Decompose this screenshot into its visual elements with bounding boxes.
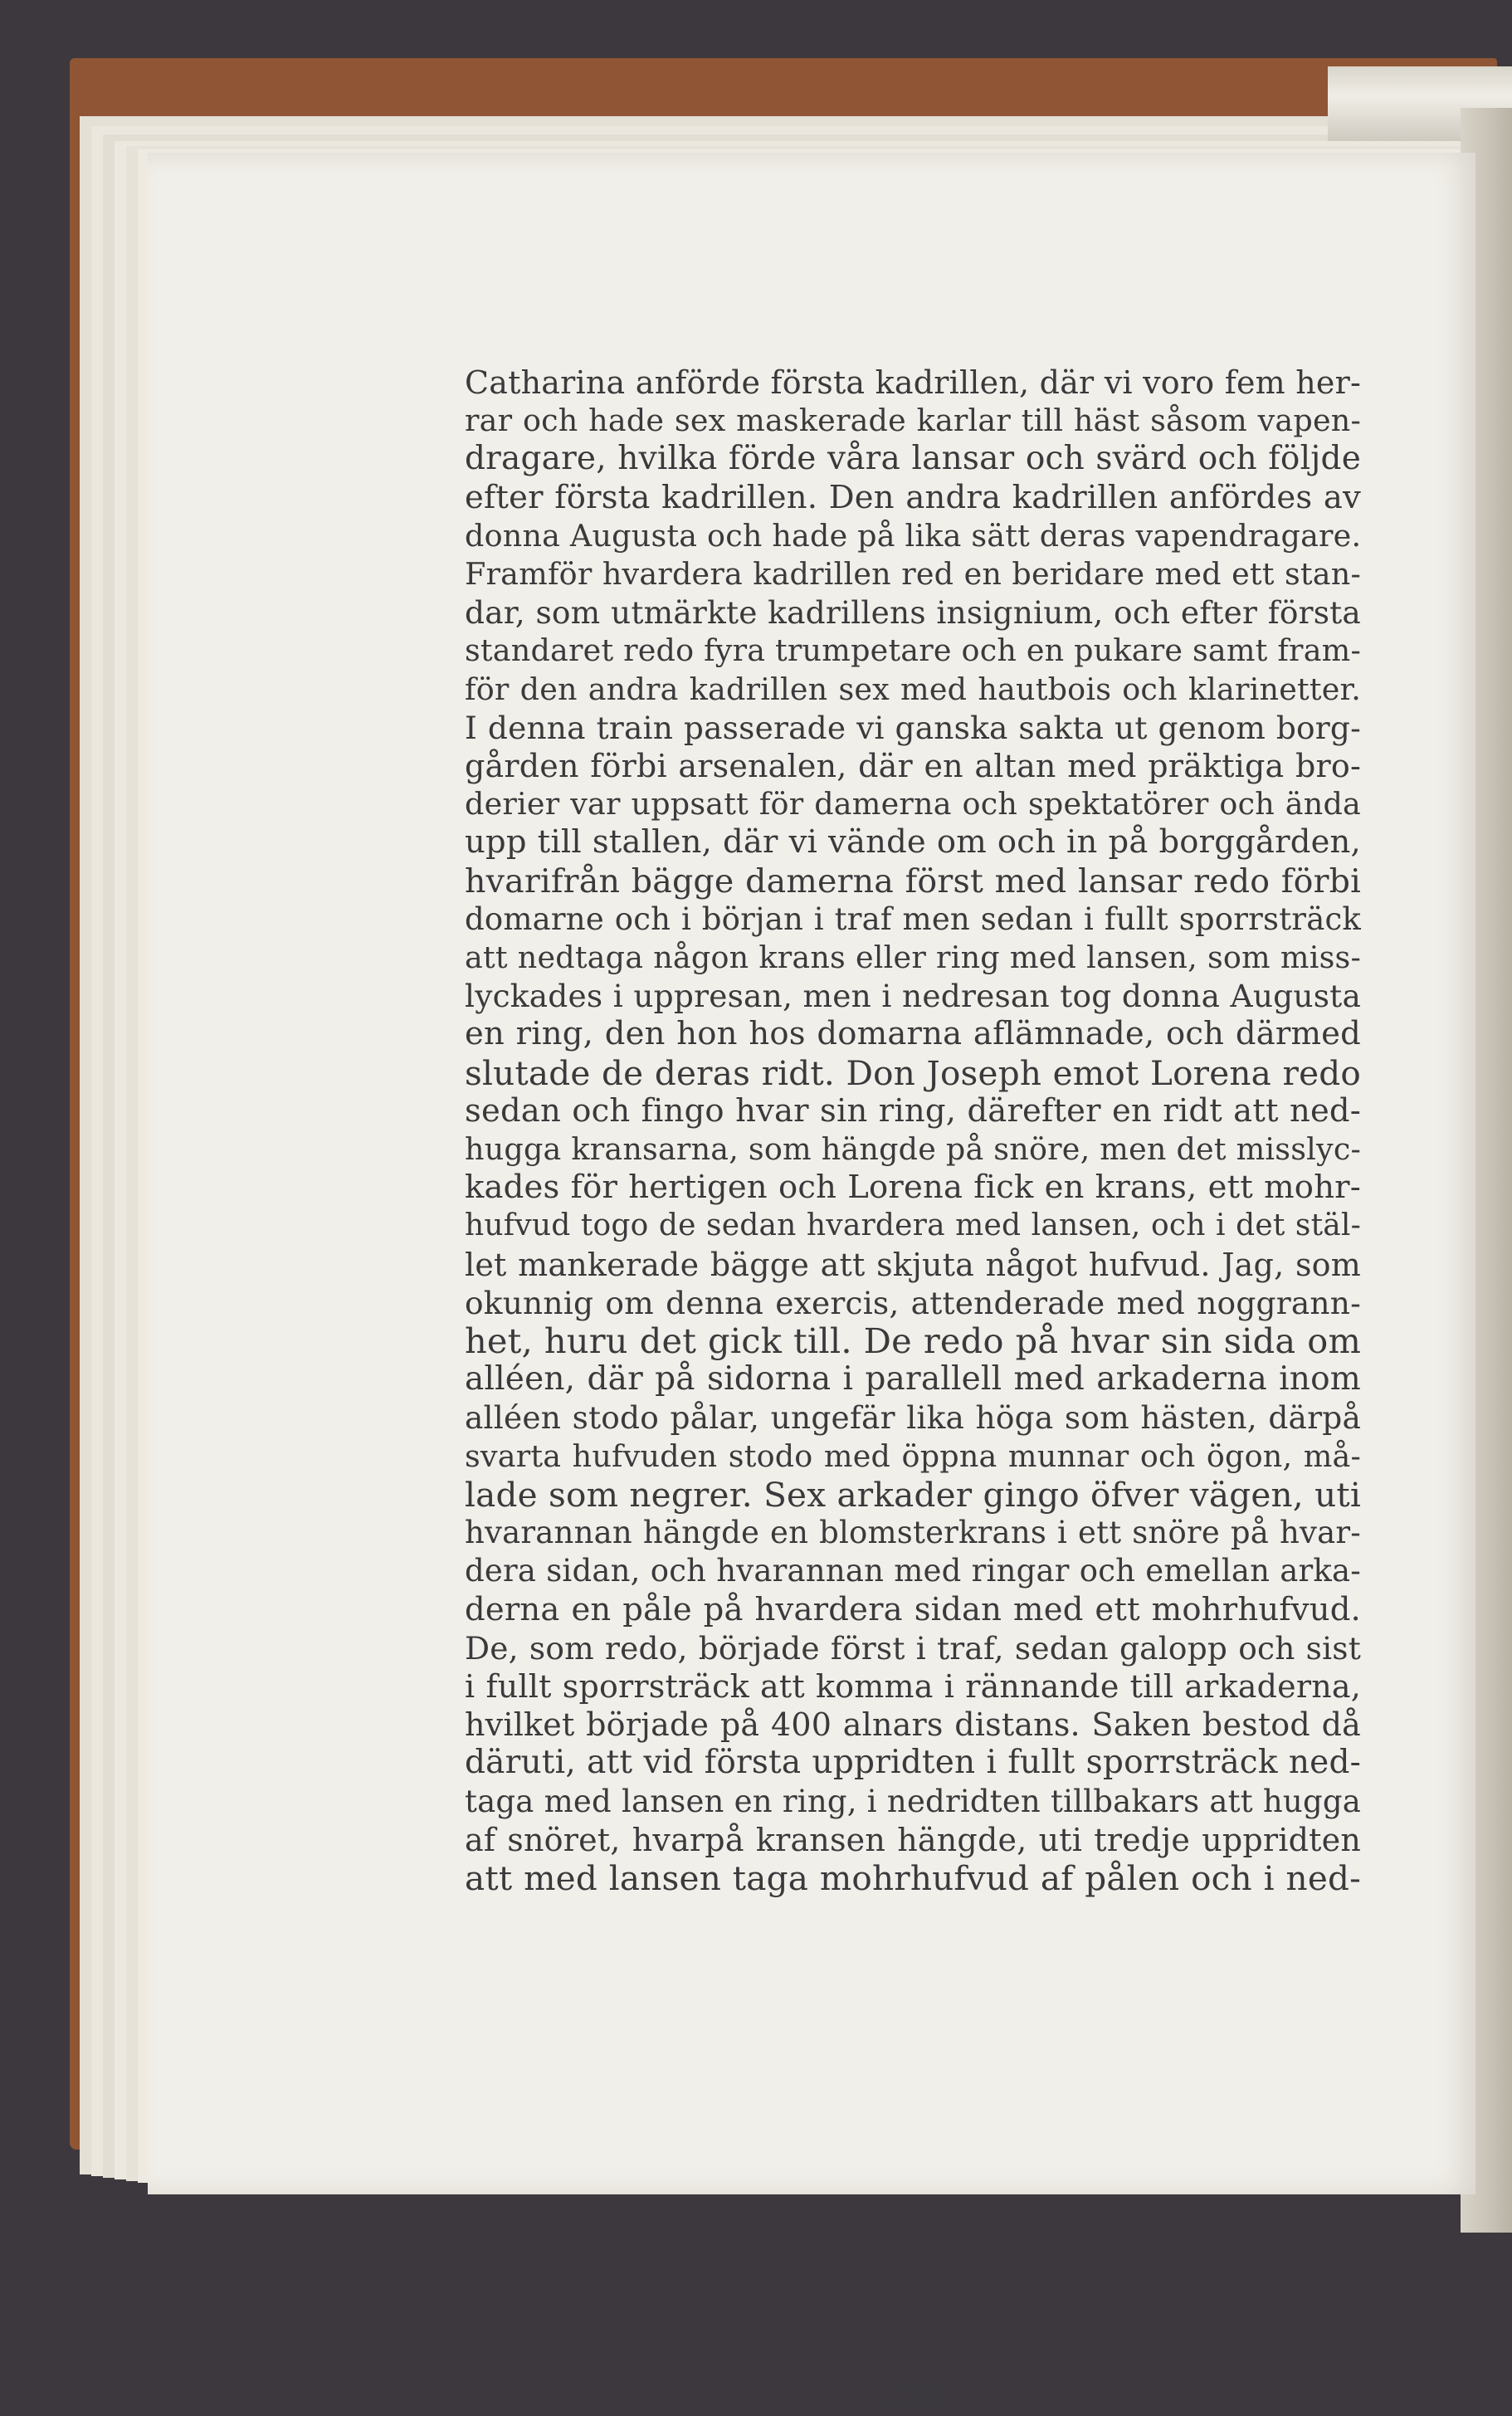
text-line: att nedtaga någon krans eller ring med lansen, som miss- [465,940,1361,976]
body-text [465,364,1361,1897]
text-line: lade som negrer. Sex arkader gingo öfver vägen, uti [465,1474,1361,1515]
text-line: upp till stallen, där vi vände om och in på borggården, [465,823,1361,861]
text-line: Framför hvardera kadrillen red en beridare med ett stan- [465,556,1361,593]
text-line: hufvud togo de sedan hvardera med lansen, och i det stäl- [465,1208,1361,1243]
text-line: hvarannan hängde en blomsterkrans i ett snöre på hvar- [465,1515,1361,1551]
text-line: donna Augusta och hade på lika sätt deras vapendragare. [465,517,1362,554]
text-line: slutade de deras ridt. Don Joseph emot Lorena redo [465,1052,1361,1093]
text-line: taga med lansen en ring, i nedridten tillbakars att hugga [465,1783,1361,1819]
text-line: okunnig om denna exercis, attenderade med noggrann- [465,1284,1361,1321]
text-line: hugga kransarna, som hängde på snöre, men det misslyc- [465,1131,1361,1168]
text-line: kades för hertigen och Lorena fick en krans, ett mohr- [465,1169,1361,1207]
text-line: derna en påle på hvardera sidan med ett mohrhufvud. [465,1590,1361,1628]
page-number: 230 [880,2378,945,2416]
text-line: derier var uppsatt för damerna och spektatörer och ända [465,786,1361,822]
text-line: let mankerade bägge att skjuta något hufvud. Jag, som [465,1246,1361,1283]
text-line: af snöret, hvarpå kransen hängde, uti tredje uppridten [465,1821,1361,1858]
text-line: domarne och i början i traf men sedan i fullt sporrsträck [465,901,1361,937]
text-line: för den andra kadrillen sex med hautbois och klarinetter. [465,671,1361,707]
text-line: alléen, där på sidorna i parallell med arkaderna inom [465,1360,1361,1398]
text-line: dragare, hvilka förde våra lansar och svärd och följde [465,440,1361,478]
text-line: hvilket började på 400 alnars distans. Saken bestod då [465,1706,1361,1744]
text-line: gården förbi arsenalen, där en altan med präktiga bro- [465,748,1361,785]
text-line: dar, som utmärkte kadrillens insignium, och efter första [465,594,1361,632]
text-line: hvarifrån bägge damerna först med lansar redo förbi [465,861,1361,901]
text-line: sedan och fingo hvar sin ring, därefter en ridt att ned- [465,1091,1361,1130]
text-line: att med lansen taga mohrhufvud af pålen och i ned- [465,1857,1361,1898]
text-line: rar och hade sex maskerade karlar till häst såsom vapen- [465,403,1361,439]
text-line: lyckades i uppresan, men i nedresan tog donna Augusta [465,978,1361,1015]
text-line: däruti, att vid första uppridten i fullt sporrsträck ned- [465,1744,1361,1782]
text-line: dera sidan, och hvarannan med ringar och emellan arka- [465,1553,1361,1589]
text-line: alléen stodo pålar, ungefär lika höga som hästen, därpå [465,1399,1361,1437]
text-line: het, huru det gick till. De redo på hvar sin sida om [465,1320,1361,1362]
text-line: en ring, den hon hos domarna aflämnade, och därmed [465,1015,1361,1053]
text-line: svarta hufvuden stodo med öppna munnar och ögon, må- [465,1437,1361,1474]
text-line: De, som redo, började först i traf, sedan galopp och sist [465,1629,1361,1667]
text-line: efter första kadrillen. Den andra kadrillen anfördes av [465,478,1361,516]
text-line: Catharina anförde första kadrillen, där vi voro fem her- [465,364,1361,401]
text-line: i fullt sporrsträck att komma i rännande till arkaderna, [465,1667,1361,1705]
text-line: standaret redo fyra trumpetare och en pukare samt fram- [465,632,1361,669]
text-line: I denna train passerade vi ganska sakta ut genom borg- [465,709,1361,746]
